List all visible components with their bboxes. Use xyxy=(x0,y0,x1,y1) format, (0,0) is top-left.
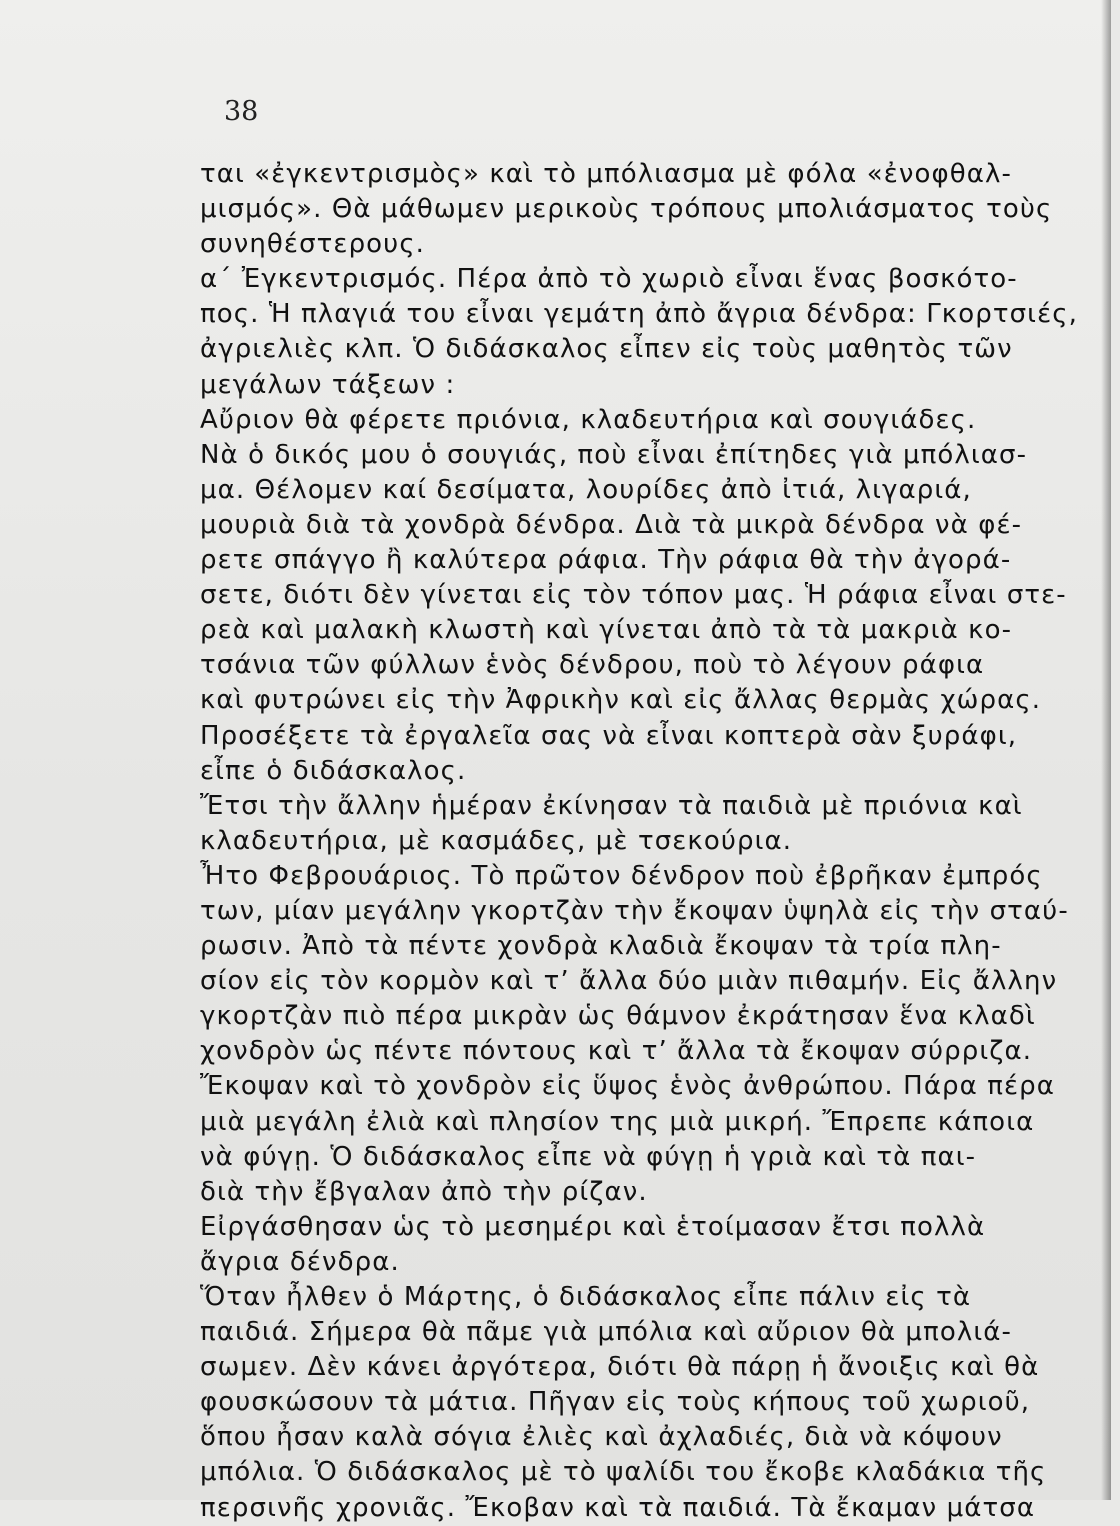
text-line: μα. Θέλομεν καί δεσίματα, λουρίδες ἀπὸ ἰτιά, λιγαριά, xyxy=(200,474,972,505)
text-line: μιὰ μεγάλη ἐλιὰ καὶ πλησίον της μιὰ μικρή. Ἔπρεπε κάποια xyxy=(200,1106,1035,1137)
text-line: χονδρὸν ὡς πέντε πόντους καὶ τ’ ἄλλα τὰ ἔκοψαν σύρριζα. xyxy=(200,1036,1033,1067)
text-line: Εἰργάσθησαν ὡς τὸ μεσημέρι καὶ ἑτοίμασαν ἔτσι πολλὰ xyxy=(200,1211,986,1242)
text-line: ὅπου ἦσαν καλὰ σόγια ἐλιὲς καὶ ἀχλαδιές, διὰ νὰ κόψουν xyxy=(200,1422,1003,1453)
text-line: σετε, διότι δὲν γίνεται εἰς τὸν τόπον μας. Ἡ ράφια εἶναι στε- xyxy=(200,580,1067,611)
text-line: πος. Ἡ πλαγιά του εἶναι γεμάτη ἀπὸ ἄγρια δένδρα: Γκορτσιές, xyxy=(200,299,1078,330)
text-line: Ἔτσι τὴν ἄλλην ἡμέραν ἐκίνησαν τὰ παιδιὰ μὲ πριόνια καὶ xyxy=(200,790,1023,821)
text-line: μισμός». Θὰ μάθωμεν μερικοὺς τρόπους μπολιάσματος τοὺς xyxy=(200,194,1053,225)
text-line: μουριὰ διὰ τὰ χονδρὰ δένδρα. Διὰ τὰ μικρὰ δένδρα νὰ φέ- xyxy=(200,509,1023,540)
page-number: 38 xyxy=(224,96,259,127)
text-line: κλαδευτήρια, μὲ κασμάδες, μὲ τσεκούρια. xyxy=(200,825,793,856)
text-line: ται «ἐγκεντρισμὸς» καὶ τὸ μπόλιασμα μὲ φόλα «ἐνοφθαλ- xyxy=(200,159,1012,189)
text-line: ρεὰ καὶ μαλακὴ κλωστὴ καὶ γίνεται ἀπὸ τὰ τὰ μακριὰ κο- xyxy=(200,615,1013,646)
text-line: Αὔριον θὰ φέρετε πριόνια, κλαδευτήρια καὶ σουγιάδες. xyxy=(200,404,977,435)
text-line: ἄγρια δένδρα. xyxy=(200,1246,400,1277)
text-line: φουσκώσουν τὰ μάτια. Πῆγαν εἰς τοὺς κήπους τοῦ χωριοῦ, xyxy=(200,1387,1031,1418)
text-line: διὰ τὴν ἔβγαλαν ἀπὸ τὴν ρίζαν. xyxy=(200,1176,648,1207)
text-line: τσάνια τῶν φύλλων ἑνὸς δένδρου, ποὺ τὸ λέγουν ράφια xyxy=(200,650,985,681)
text-line: ἀγριελιὲς κλπ. Ὁ διδάσκαλος εἶπεν εἰς τοὺς μαθητὸς τῶν xyxy=(200,334,1013,365)
text-line: Νὰ ὁ δικός μου ὁ σουγιάς, ποὺ εἶναι ἐπίτηδες γιὰ μπόλιασ- xyxy=(200,439,1028,470)
text-line: ρωσιν. Ἀπὸ τὰ πέντε χονδρὰ κλαδιὰ ἔκοψαν τὰ τρία πλη- xyxy=(200,931,1002,962)
text-line: σίον εἰς τὸν κορμὸν καὶ τ’ ἄλλα δύο μιὰν πιθαμήν. Εἰς ἄλλην xyxy=(200,966,1058,997)
body-text xyxy=(200,157,1120,1526)
text-line: Ἦτο Φεβρουάριος. Τὸ πρῶτον δένδρον ποὺ ἐβρῆκαν ἐμπρός xyxy=(200,860,1043,891)
text-line: ρετε σπάγγο ἢ καλύτερα ράφια. Τὴν ράφια θὰ τὴν ἀγορά- xyxy=(200,545,1012,576)
text-line: παιδιά. Σήμερα θὰ πᾶμε γιὰ μπόλια καὶ αὔριον θὰ μπολιά- xyxy=(200,1317,1012,1348)
text-line: α΄ Ἐγκεντρισμός. Πέρα ἀπὸ τὸ χωριὸ εἶναι ἕνας βοσκότο- xyxy=(200,264,1018,295)
text-line: σωμεν. Δὲν κάνει ἀργότερα, διότι θὰ πάρῃ ἡ ἄνοιξις καὶ θὰ xyxy=(200,1352,1040,1383)
text-line: γκορτζὰν πιὸ πέρα μικρὰν ὡς θάμνον ἐκράτησαν ἕνα κλαδὶ xyxy=(200,1001,1036,1032)
text-line: καὶ φυτρώνει εἰς τὴν Ἀφρικὴν καὶ εἰς ἄλλας θερμὰς χώρας. xyxy=(200,685,1042,716)
page-edge-shadow xyxy=(1101,0,1111,1500)
text-line: εἶπε ὁ διδάσκαλος. xyxy=(200,755,467,786)
text-line: περσινῆς χρονιᾶς. Ἔκοβαν καὶ τὰ παιδιά. Τὰ ἔκαμαν μάτσα xyxy=(200,1492,1036,1523)
text-line: μεγάλων τάξεων : xyxy=(200,369,456,400)
text-line: συνηθέστερους. xyxy=(200,229,426,260)
text-line: Ἔκοψαν καὶ τὸ χονδρὸν εἰς ὕψος ἑνὸς ἀνθρώπου. Πάρα πέρα xyxy=(200,1071,1056,1102)
text-line: των, μίαν μεγάλην γκορτζὰν τὴν ἔκοψαν ὑψηλὰ εἰς τὴν σταύ- xyxy=(200,895,1069,926)
text-line: Ὅταν ἦλθεν ὁ Μάρτης, ὁ διδάσκαλος εἶπε πάλιν εἰς τὰ xyxy=(200,1282,972,1312)
text-line: νὰ φύγῃ. Ὁ διδάσκαλος εἶπε νὰ φύγῃ ἡ γριὰ καὶ τὰ παι- xyxy=(200,1141,977,1172)
text-line: Προσέξετε τὰ ἐργαλεῖα σας νὰ εἶναι κοπτερὰ σὰν ξυράφι, xyxy=(200,720,1018,751)
text-line: μπόλια. Ὁ διδάσκαλος μὲ τὸ ψαλίδι του ἔκοβε κλαδάκια τῆς xyxy=(200,1457,1047,1488)
